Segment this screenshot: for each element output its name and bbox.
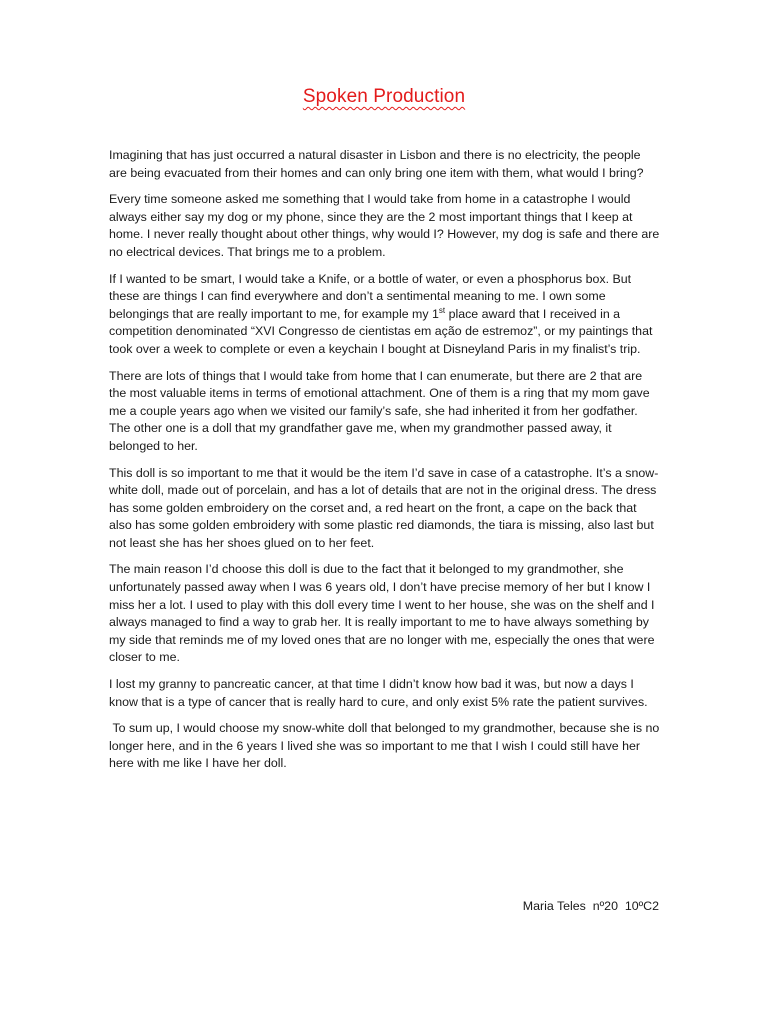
document-body [109, 147, 661, 782]
paragraph-3-part-1: If I wanted to be smart, I would take a Knife, or a bottle of water, or even a phosphorus box. But these are things I can find everywhere and don’t a sentimental meaning to me. I own some belongings that are really important to me, for example my 1 [109, 271, 632, 321]
document-title [0, 86, 768, 108]
paragraph-1: Imagining that has just occurred a natural disaster in Lisbon and there is no electricity, the people are being evacuated from their homes and can only bring one item with them, what would I bring? [109, 148, 644, 180]
paragraph-3 [109, 271, 661, 359]
paragraph-8: To sum up, I would choose my snow-white doll that belonged to my grandmother, because she is no longer here, and in the 6 years I lived she was so important to me that I wish I could still have her here with me like I have her doll. [109, 721, 663, 771]
ordinal-suffix: st [438, 305, 446, 315]
author-signature: Maria Teles nº20 10ºC2 [522, 899, 659, 913]
paragraph-7: I lost my granny to pancreatic cancer, at that time I didn’t know how bad it was, but now a days I know that is a type of cancer that is really hard to cure, and only exist 5% rate the patient survives. [109, 677, 648, 709]
paragraph-6: The main reason I’d choose this doll is due to the fact that it belonged to my grandmother, she unfortunately passed away when I was 6 years old, I don’t have precise memory of her but I know I miss her a lot. I used to play with this doll every time I went to her house, she was on the shelf and I always managed to find a way to grab her. It is really important to me to have always something by my side that reminds me of my loved ones that are no longer with me, especially the ones that were closer to me. [109, 562, 655, 665]
paragraph-2: Every time someone asked me something that I would take from home in a catastrophe I would always either say my dog or my phone, since they are the 2 most important things that I keep at home. I never really thought about other things, why would I? However, my dog is safe and there are no electrical devices. That brings me to a problem. [109, 192, 660, 259]
paragraph-4: There are lots of things that I would take from home that I can enumerate, but there are 2 that are the most valuable items in terms of emotional attachment. One of them is a ring that my mom gave me a couple years ago when we visited our family’s safe, she had inherited it from her godfather. The other one is a doll that my grandfather gave me, when my grandmother passed away, it belonged to her. [109, 368, 650, 453]
document-title-text: Spoken Production [302, 86, 466, 107]
paragraph-5: This doll is so important to me that it would be the item I’d save in case of a catastrophe. It’s a snow-white doll, made out of porcelain, and has a lot of details that are not in the original dress. The dress has some golden embroidery on the corset and, a red heart on the front, a cape on the back that also has some golden embroidery with some plastic red diamonds, the tiara is missing, also last but not least she has her shoes glued on to her feet. [109, 465, 659, 550]
paragraph-3-part-2: place award that I received in a competition denominated “XVI Congresso de cientistas em ação de estremoz”, or my paintings that took over a week to complete or even a keychain I bought at Disneyland Paris in my finalist’s trip. [109, 306, 653, 356]
